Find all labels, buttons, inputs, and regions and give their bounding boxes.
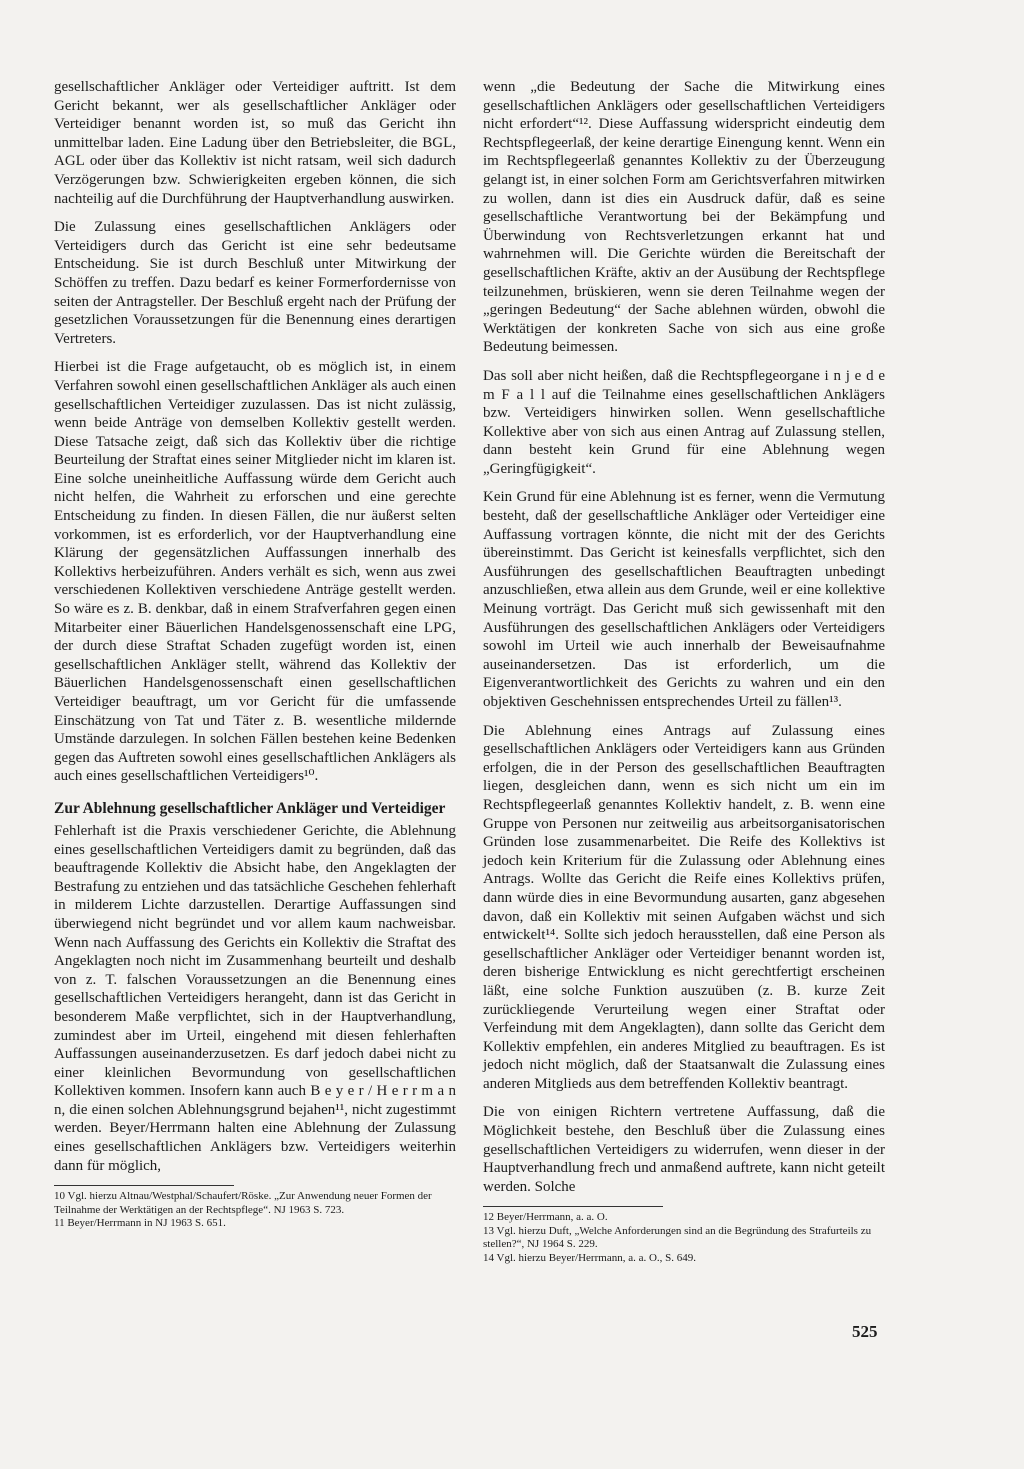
paragraph: Das soll aber nicht heißen, daß die Rechtspflegeorgane i n j e d e m F a l l auf die Teilnahme eines gesellschaftlichen Anklägers bzw. Verteidigers hinwirken sollen. Wenn gesellschaftliche Kollektive aber von sich aus einen Antrag auf Zulassung stellen, dann besteht kein Grund für eine Ablehnung wegen „Geringfügigkeit“. bbox=[483, 367, 885, 477]
footnote: 14 Vgl. hierzu Beyer/Herrmann, a. a. O., S. 649. bbox=[483, 1251, 697, 1264]
left-column bbox=[54, 78, 456, 1231]
footnote: 11 Beyer/Herrmann in NJ 1963 S. 651. bbox=[54, 1217, 226, 1230]
page-number: 525 bbox=[852, 1322, 878, 1341]
paragraph: wenn „die Bedeutung der Sache die Mitwirkung eines gesellschaftlichen Anklägers oder gesellschaftlichen Verteidigers nicht erfordert“¹². Diese Auffassung widerspricht eindeutig dem Rechtspflegeerlaß, der keine derartige Einengung kennt. Wenn ein im Rechtspflegeerlaß genanntes Kollektiv zu der Überzeugung gelangt ist, in einer solchen Form am Gerichtsverfahren mitwirken zu wollen, dann ist dies ein Ausdruck dafür, daß es seine gesellschaftliche Verantwortung bei der Bekämpfung und Überwindung von Rechtsverletzungen erkannt hat und wahrnehmen will. Die Gerichte würden die Bereitschaft der gesellschaftlichen Kräfte, aktiv an der Ausübung der Rechtspflege teilzunehmen, brüskieren, wenn sie deren Teilnahme wegen der „geringen Bedeutung“ der Sache ablehnen würden, obwohl die Werktätigen der konkreten Sache von sich aus eine große Bedeutung beimessen. bbox=[483, 79, 885, 356]
paragraph: Fehlerhaft ist die Praxis verschiedener Gerichte, die Ablehnung eines gesellschaftlichen Verteidigers damit zu begründen, daß das beauftragende Kollektiv die Absicht habe, den Angeklagten der Bestrafung zu entziehen und das tatsächliche Geschehen fehlerhaft in milderem Lichte darzustellen. Derartige Auffassungen sind überwiegend nicht begründet und vor allem kaum nachweisbar. Wenn nach Auffassung des Gerichts ein Kollektiv die Straftat des Angeklagten noch nicht im Zusammenhang beurteilt und deshalb von z. T. falschen Voraussetzungen an die Benennung eines gesellschaftlichen Verteidigers herangeht, dann ist das Gericht in besonderem Maße verpflichtet, sich in der Hauptverhandlung, zumindest aber im Urteil, eingehend mit diesen fehlerhaften Auffassungen auseinanderzusetzen. Es darf jedoch dabei nicht zu einer kleinlichen Bevormundung von gesellschaftlichen Kollektiven kommen. Insofern kann auch B e y e r / H e r r m a n n, die einen solchen Ablehnungsgrund bejahen¹¹, nicht zugestimmt werden. Beyer/Herrmann halten eine Ablehnung der Zulassung eines gesellschaftlichen Anklägers bzw. Verteidigers weiterhin dann für möglich, bbox=[54, 822, 456, 1174]
footnote-divider bbox=[54, 1185, 234, 1186]
footnote: 13 Vgl. hierzu Duft, „Welche Anforderungen sind an die Begründung des Strafurteils zu stellen?“, NJ 1964 S. 229. bbox=[483, 1224, 872, 1251]
paragraph: gesellschaftlicher Ankläger oder Verteidiger auftritt. Ist dem Gericht bekannt, wer als gesellschaftlicher Ankläger oder Verteidiger benannt worden ist, so muß das Gericht ihn unmittelbar laden. Eine Ladung über den Betriebsleiter, die BGL, AGL oder über das Kollektiv ist nicht ratsam, weil sich dadurch Verzögerungen bzw. Schwierigkeiten ergeben können, die sich nachteilig auf die Durchführung der Hauptverhandlung auswirken. bbox=[54, 79, 456, 207]
footnote-divider bbox=[483, 1206, 663, 1207]
section-heading: Zur Ablehnung gesellschaftlicher Ankläger und Verteidiger bbox=[54, 799, 446, 817]
footnote: 12 Beyer/Herrmann, a. a. O. bbox=[483, 1211, 608, 1224]
paragraph: Die von einigen Richtern vertretene Auffassung, daß die Möglichkeit bestehe, den Beschluß über die Zulassung eines gesellschaftlichen Verteidigers zu widerrufen, wenn dieser in der Hauptverhandlung frech und anmaßend auftrete, kann nicht geteilt werden. Solche bbox=[483, 1104, 885, 1195]
footnote: 10 Vgl. hierzu Altnau/Westphal/Schaufert/Röske. „Zur Anwendung neuer Formen der Teilnahme der Werktätigen an der Rechtspflege“. NJ 1963 S. 723. bbox=[54, 1190, 432, 1216]
paragraph: Die Ablehnung eines Antrags auf Zulassung eines gesellschaftlichen Anklägers oder Verteidigers kann aus Gründen erfolgen, die in der Person des gesellschaftlichen Beauftragten liegen, desgleichen dann, wenn es sich nicht um ein im Rechtspflegeerlaß genanntes Kollektiv handelt, z. B. wenn eine Gruppe von Personen nur zeitweilig aus arbeitsorganisatorischen Gründen lose zusammenarbeitet. Die Reife des Kollektivs ist jedoch kein Kriterium für die Zulassung oder Ablehnung eines Antrags. Wollte das Gericht die Reife eines Kollektivs prüfen, dann würde dies in eine Bevormundung ausarten, ganz abgesehen davon, daß ein Kollektiv mit seinen Aufgaben wächst und sich entwickelt¹⁴. Sollte sich jedoch herausstellen, daß eine Person als gesellschaftlicher Ankläger oder Verteidiger benannt worden ist, deren bisherige Entwicklung es nicht gerechtfertigt erscheinen läßt, eine solche Funktion auszuüben (z. B. kurze Zeit zurückliegende Verurteilung wegen einer Straftat oder Verfeindung mit dem Angeklagten), dann sollte das Gericht dem Kollektiv empfehlen, ein anderes Mitglied zu beauftragen. Es ist jedoch nicht möglich, daß der Staatsanwalt die Zulassung eines anderen Mitglieds aus dem betreffenden Kollektiv beantragt. bbox=[483, 722, 885, 1092]
paragraph: Kein Grund für eine Ablehnung ist es ferner, wenn die Vermutung besteht, daß der gesellschaftliche Ankläger oder Verteidiger eine Auffassung vortragen könnte, die nicht mit der des Gerichts übereinstimmt. Das Gericht ist keinesfalls verpflichtet, sich den Ausführungen des gesellschaftlichen Beauftragten unbedingt anzuschließen, etwa allein aus dem Grunde, weil er eine kollektive Meinung vorträgt. Das Gericht muß sich gewissenhaft mit den Ausführungen des gesellschaftlichen Anklägers oder Verteidigers sowohl im Urteil wie auch innerhalb der Beweisaufnahme auseinandersetzen. Das ist erforderlich, um die Eigenverantwortlichkeit des Gerichts zu wahren und ein den objektiven Geschehnissen entsprechendes Urteil zu fällen¹³. bbox=[483, 489, 885, 710]
paragraph: Hierbei ist die Frage aufgetaucht, ob es möglich ist, in einem Verfahren sowohl einen gesellschaftlichen Ankläger als auch einen gesellschaftlichen Verteidiger zuzulassen. Das ist nicht zulässig, wenn beide Anträge von demselben Kollektiv gestellt werden. Diese Tatsache zeigt, daß sich das Kollektiv über die richtige Beurteilung der Straftat eines seiner Mitglieder nicht im klaren ist. Eine solche uneinheitliche Auffassung würde dem Gericht auch nicht helfen, die Wahrheit zu erforschen und eine gerechte Entscheidung zu finden. In diesen Fällen, die nur äußerst selten vorkommen, ist es erforderlich, vor der Hauptverhandlung eine Klärung der gegensätzlichen Auffassungen innerhalb des Kollektivs herbeizuführen. Anders verhält es sich, wenn aus zwei verschiedenen Kollektiven verschiedene Anträge gestellt werden. So wäre es z. B. denkbar, daß in einem Strafverfahren gegen einen Mitarbeiter einer Bäuerlichen Handelsgenossenschaft eine LPG, der durch diese Straftat Schaden zugefügt worden ist, einen gesellschaftlichen Ankläger stellt, während das Kollektiv der Bäuerlichen Handelsgenossenschaft einen gesellschaftlichen Verteidiger beauftragt, um vor Gericht für die umfassende Einschätzung von Tat und Täter z. B. wesentliche mildernde Umstände darzulegen. In solchen Fällen bestehen keine Bedenken gegen das Auftreten sowohl eines gesellschaftlichen Anklägers als auch eines gesellschaftlichen Verteidigers¹⁰. bbox=[54, 359, 456, 785]
right-column bbox=[483, 78, 885, 1265]
paragraph: Die Zulassung eines gesellschaftlichen Anklägers oder Verteidigers durch das Gericht ist eine sehr bedeutsame Entscheidung. Sie ist durch Beschluß unter Mitwirkung der Schöffen zu treffen. Dazu bedarf es keiner Formerfordernisse von seiten der Antragsteller. Der Beschluß ergeht nach der Prüfung der gesetzlichen Voraussetzungen für die Benennung eines derartigen Vertreters. bbox=[54, 219, 456, 347]
